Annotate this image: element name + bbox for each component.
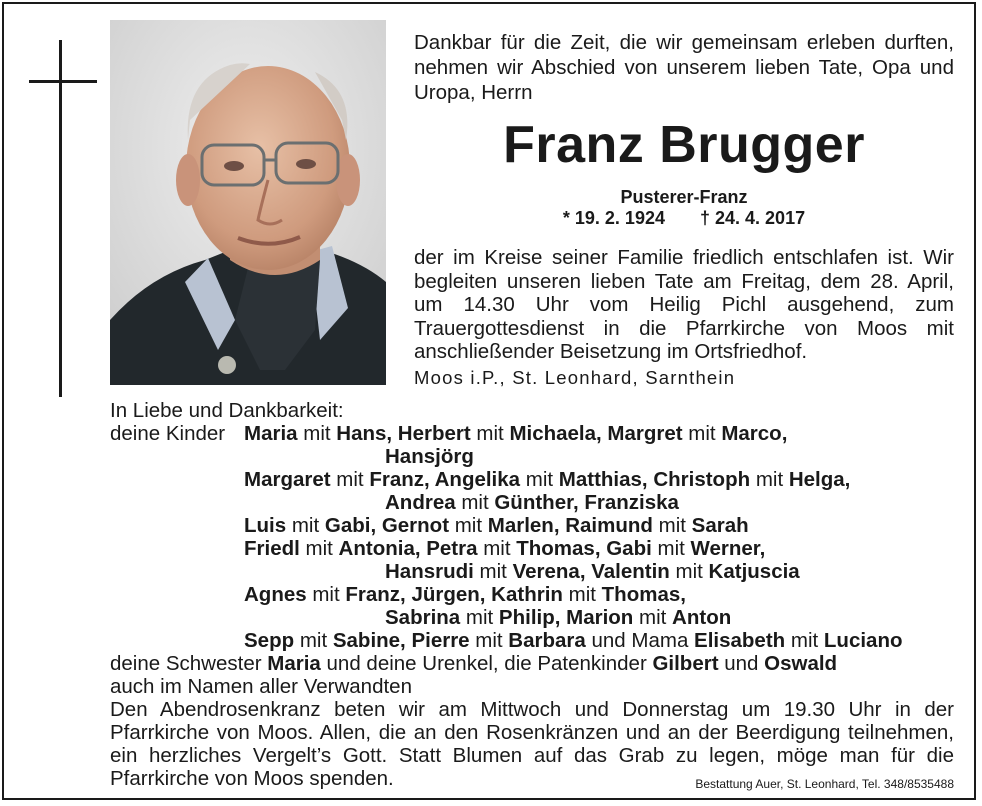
family-name: Elisabeth	[694, 629, 786, 652]
closing-text: Den Abendrosenkranz beten wir am Mittwoch und Donnerstag um 19.30 Uhr in der Pfarrkirche von Moos. Allen, die an den Rosenkränzen und an der Beerdigung teilnehmen, ein herzliches Vergelt’s Gott. Statt Blumen auf das Grab zu legen, möge man für die Pfarrkirche von Moos spenden.	[110, 698, 954, 790]
family-line	[244, 422, 787, 445]
family-connector: mit	[330, 468, 370, 491]
cross-icon-bar	[29, 80, 97, 83]
family-connector: deine Schwester	[110, 652, 268, 675]
verwandte-line: auch im Namen aller Verwandten	[110, 675, 412, 698]
family-name: Sarah	[691, 514, 749, 537]
family-name: Philip, Marion	[498, 606, 634, 629]
family-connector: mit	[460, 606, 499, 629]
family-name: Luis	[244, 514, 287, 537]
family-line	[385, 445, 474, 468]
family-name: Barbara	[508, 629, 586, 652]
family-connector: mit	[449, 514, 488, 537]
portrait-photo	[110, 20, 386, 385]
family-line	[385, 491, 679, 514]
family-name: Franz, Jürgen, Kathrin	[345, 583, 563, 606]
family-connector: mit	[562, 583, 602, 606]
family-name: Gabi, Gernot	[324, 514, 450, 537]
kinder-label: deine Kinder	[110, 422, 226, 445]
family-name: Maria	[244, 422, 298, 445]
family-connector: mit	[633, 606, 673, 629]
family-name: Maria	[267, 652, 321, 675]
family-connector: mit	[455, 491, 495, 514]
family-line	[244, 629, 903, 652]
family-name: Gilbert	[652, 652, 719, 675]
family-line	[244, 468, 850, 491]
family-connector: mit	[297, 422, 337, 445]
family-name: Werner,	[690, 537, 766, 560]
family-connector: mit	[651, 537, 691, 560]
family-name: Luciano	[823, 629, 903, 652]
family-name: Sabrina	[385, 606, 461, 629]
family-name: Hansrudi	[385, 560, 474, 583]
family-name: Michaela, Margret	[509, 422, 683, 445]
family-name: Hans, Herbert	[336, 422, 471, 445]
intro-text: Dankbar für die Zeit, die wir gemeinsam erleben durften, nehmen wir Abschied von unserem lieben Tate, Opa und Uropa, Herrn	[414, 31, 954, 104]
deceased-nickname: Pusterer-Franz	[620, 187, 748, 207]
family-name: Friedl	[244, 537, 300, 560]
family-name: Thomas, Gabi	[516, 537, 652, 560]
family-connector: mit	[299, 537, 339, 560]
family-name: Andrea	[385, 491, 456, 514]
family-connector: mit	[469, 629, 509, 652]
family-name: Anton	[672, 606, 732, 629]
family-connector: und deine Urenkel, die Patenkinder	[320, 652, 653, 675]
family-name: Helga,	[788, 468, 851, 491]
family-name: Günther, Franziska	[494, 491, 679, 514]
family-line	[244, 514, 749, 537]
family-line	[244, 537, 765, 560]
birth-date: * 19. 2. 1924	[562, 208, 665, 228]
family-connector: mit	[652, 514, 692, 537]
family-line	[385, 606, 731, 629]
family-connector: mit	[473, 560, 513, 583]
family-name: Antonia, Petra	[338, 537, 478, 560]
family-connector: und	[718, 652, 765, 675]
family-name: Sabine, Pierre	[332, 629, 470, 652]
life-dates	[414, 206, 954, 230]
family-connector: und Mama	[585, 629, 695, 652]
family-name: Verena, Valentin	[512, 560, 670, 583]
family-connector: mit	[785, 629, 824, 652]
deceased-name: Franz Brugger	[503, 116, 865, 174]
family-name: Franz, Angelika	[369, 468, 521, 491]
family-connector: mit	[470, 422, 510, 445]
family-connector: mit	[306, 583, 346, 606]
family-connector: mit	[750, 468, 789, 491]
places-line: Moos i.P., St. Leonhard, Sarnthein	[414, 367, 736, 388]
family-name: Matthias, Christoph	[558, 468, 751, 491]
family-connector: mit	[669, 560, 709, 583]
family-name: Oswald	[764, 652, 838, 675]
funeral-home: Bestattung Auer, St. Leonhard, Tel. 348/8535488	[695, 777, 954, 791]
family-connector: mit	[294, 629, 333, 652]
family-connector: mit	[520, 468, 559, 491]
family-line	[244, 583, 686, 606]
family-name: Margaret	[244, 468, 331, 491]
cross-icon	[59, 40, 62, 397]
family-connector: mit	[682, 422, 722, 445]
family-heading: In Liebe und Dankbarkeit:	[110, 399, 344, 422]
family-connector: mit	[477, 537, 517, 560]
family-name: Marco,	[721, 422, 788, 445]
family-name: Marlen, Raimund	[487, 514, 653, 537]
funeral-text: der im Kreise seiner Familie friedlich entschlafen ist. Wir begleiten unseren lieben Tate am Freitag, dem 28. April, um 14.30 Uhr vom Heilig Pichl ausgehend, zum Trauergottesdienst in die Pfarrkirche von Moos mit anschließender Beisetzung im Ortsfriedhof.	[414, 246, 954, 363]
family-name: Katjuscia	[708, 560, 800, 583]
family-name: Agnes	[244, 583, 307, 606]
family-line	[385, 560, 800, 583]
schwester-line	[110, 652, 837, 675]
family-name: Sepp	[244, 629, 295, 652]
death-date: † 24. 4. 2017	[700, 208, 806, 228]
family-connector: mit	[286, 514, 325, 537]
family-name: Hansjörg	[385, 445, 474, 468]
family-name: Thomas,	[601, 583, 686, 606]
